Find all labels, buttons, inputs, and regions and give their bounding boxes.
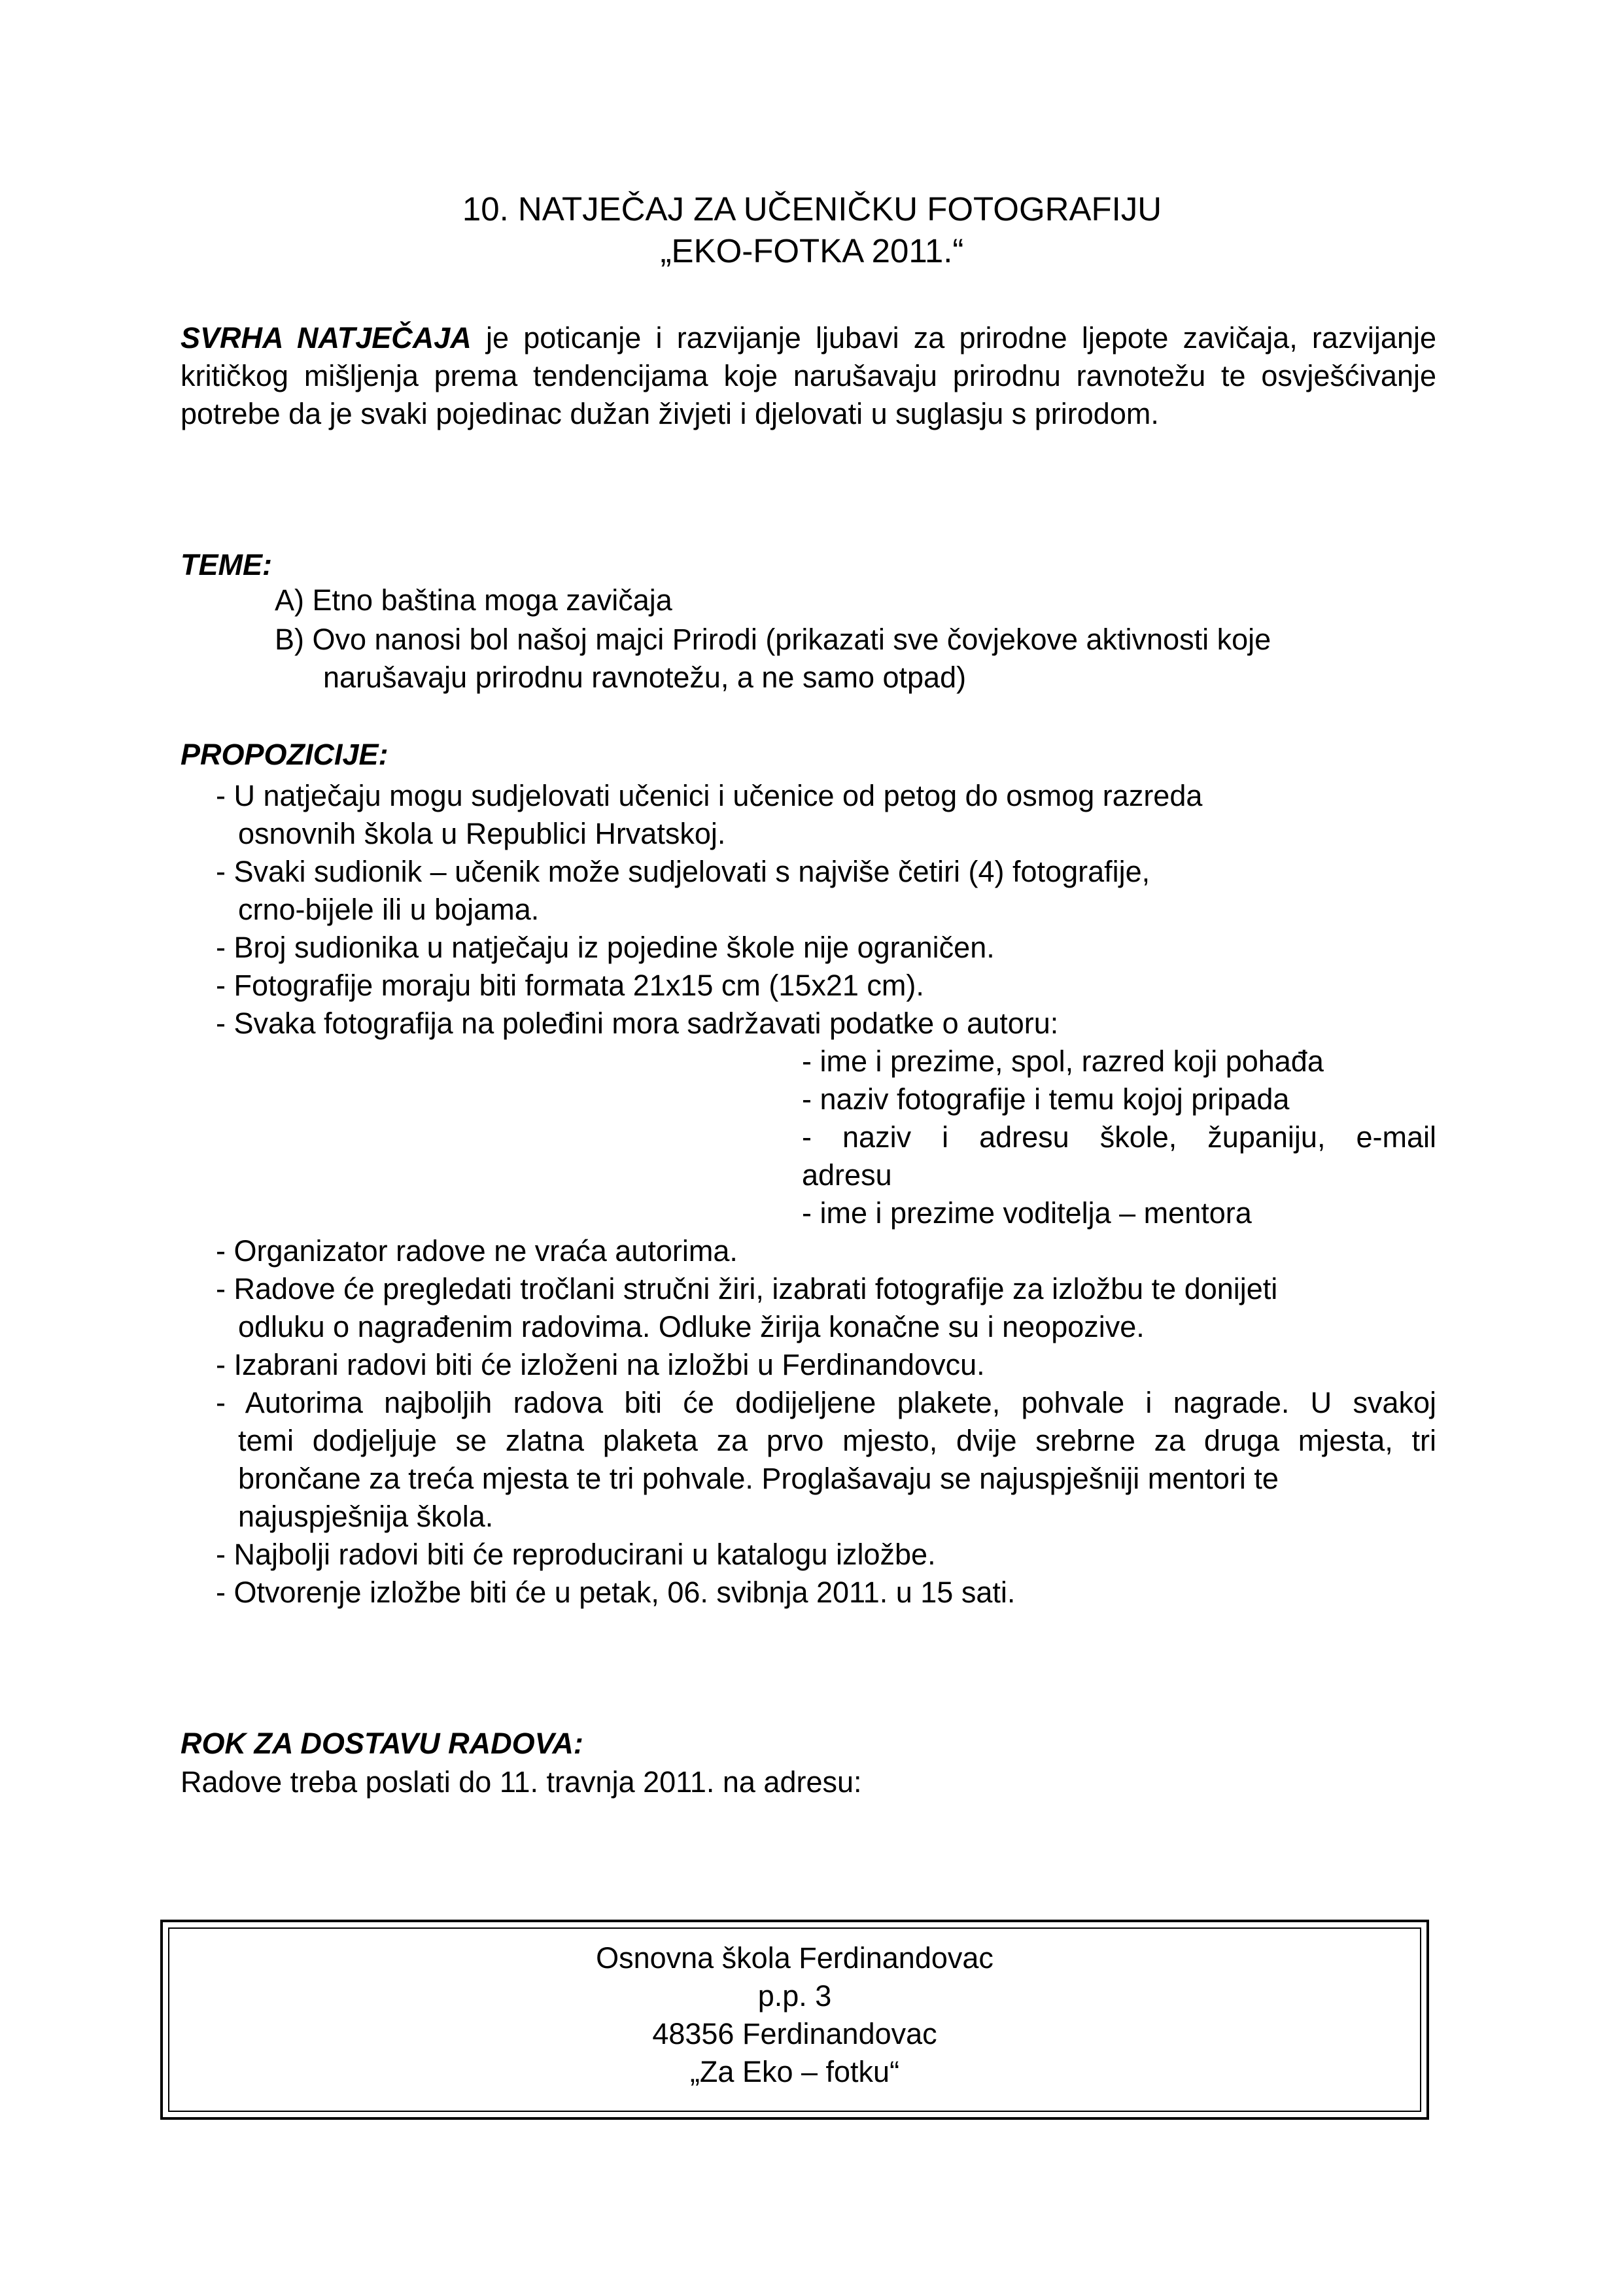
propozicija-11: - Otvorenje izložbe biti će u petak, 06. svibnja 2011. u 15 sati. — [216, 1576, 1016, 1609]
address-line-2: p.p. 3 — [757, 1979, 832, 2012]
page-title — [0, 188, 1624, 272]
title-line-2: „EKO-FOTKA 2011.“ — [660, 232, 964, 269]
author-data-item-4: - ime i prezime voditelja – mentora — [802, 1196, 1252, 1230]
propozicija-9-line-1: - Autorima najboljih radova biti će dodijeljene plakete, pohvale i nagrade. U svakoj — [216, 1386, 1436, 1419]
teme-item-b-line-2: narušavaju prirodnu ravnotežu, a ne samo otpad) — [323, 661, 967, 694]
intro-paragraph — [181, 319, 1436, 433]
author-data-item-3-line-2: adresu — [802, 1158, 892, 1192]
title-line-1: 10. NATJEČAJ ZA UČENIČKU FOTOGRAFIJU — [462, 190, 1162, 228]
teme-item-b-line-1: B) Ovo nanosi bol našoj majci Prirodi (prikazati sve čovjekove aktivnosti koje — [275, 623, 1271, 656]
propozicije-heading: PROPOZICIJE: — [181, 738, 389, 771]
propozicija-2-line-2: crno-bijele ili u bojama. — [238, 893, 540, 926]
rok-text: Radove treba poslati do 11. travnja 2011. na adresu: — [181, 1765, 862, 1799]
propozicija-1-line-2: osnovnih škola u Republici Hrvatskoj. — [238, 817, 726, 850]
propozicija-4: - Fotografije moraju biti formata 21x15 cm (15x21 cm). — [216, 969, 924, 1002]
propozicija-10: - Najbolji radovi biti će reproducirani u katalogu izložbe. — [216, 1538, 936, 1571]
intro-lead: SVRHA NATJEČAJA — [181, 321, 472, 354]
address-line-1: Osnovna škola Ferdinandovac — [596, 1941, 993, 1975]
propozicija-5: - Svaka fotografija na poleđini mora sadržavati podatke o autoru: — [216, 1007, 1059, 1040]
propozicija-8: - Izabrani radovi biti će izloženi na izložbi u Ferdinandovcu. — [216, 1348, 985, 1381]
propozicija-3: - Broj sudionika u natječaju iz pojedine škole nije ograničen. — [216, 931, 995, 964]
author-data-item-1: - ime i prezime, spol, razred koji pohađa — [802, 1045, 1324, 1078]
teme-item-a: A) Etno baština moga zavičaja — [275, 583, 672, 617]
propozicija-1-line-1: - U natječaju mogu sudjelovati učenici i učenice od petog do osmog razreda — [216, 779, 1203, 812]
author-data-item-3-line-1: - naziv i adresu škole, županiju, e-mail — [802, 1120, 1436, 1154]
address-line-4: „Za Eko – fotku“ — [689, 2055, 900, 2088]
teme-heading: TEME: — [181, 548, 272, 581]
rok-heading: ROK ZA DOSTAVU RADOVA: — [181, 1727, 583, 1760]
intro-text: je poticanje i razvijanje ljubavi za prirodne ljepote zavičaja, razvijanje kritičkog mišljenja prema tendencijama koje narušavaju prirodnu ravnotežu te osvješćivanje potrebe da je svaki pojedinac dužan živjeti i djelovati u suglasju s prirodom. — [181, 321, 1436, 430]
propozicija-9-line-3: brončane za treća mjesta te tri pohvale. Proglašavaju se najuspješniji mentori te — [238, 1462, 1279, 1495]
propozicija-9-line-2: temi dodjeljuje se zlatna plaketa za prvo mjesto, dvije srebrne za druga mjesta, tri — [238, 1424, 1436, 1457]
address-line-3: 48356 Ferdinandovac — [652, 2017, 937, 2050]
propozicija-7-line-1: - Radove će pregledati tročlani stručni žiri, izabrati fotografije za izložbu te donijeti — [216, 1272, 1278, 1305]
propozicija-2-line-1: - Svaki sudionik – učenik može sudjelovati s najviše četiri (4) fotografije, — [216, 855, 1150, 888]
author-data-item-2: - naziv fotografije i temu kojoj pripada — [802, 1082, 1290, 1116]
propozicija-6: - Organizator radove ne vraća autorima. — [216, 1234, 738, 1268]
propozicija-7-line-2: odluku o nagrađenim radovima. Odluke žirija konačne su i neopozive. — [238, 1310, 1145, 1343]
propozicija-9-line-4: najuspješnija škola. — [238, 1500, 494, 1533]
address-box — [160, 1920, 1429, 2120]
